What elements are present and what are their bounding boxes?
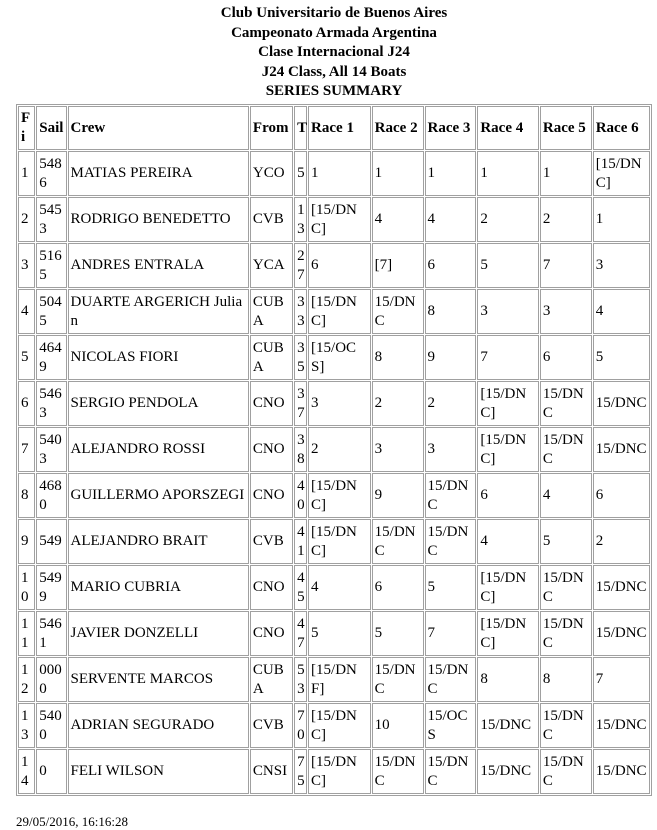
col-place-cell: 14 <box>18 749 35 794</box>
col-race-5-cell: 4 <box>540 473 592 518</box>
col-race-4-cell: [15/DNC] <box>477 611 539 656</box>
col-race-2-cell: 4 <box>372 197 424 242</box>
class-title: Clase Internacional J24 <box>258 44 410 61</box>
col-race-1-cell: [15/DNC] <box>308 473 371 518</box>
col-from-cell: CNO <box>250 381 293 426</box>
col-race-6-cell: 15/DNC <box>593 703 650 748</box>
col-sail-cell: 5486 <box>36 151 66 196</box>
col-race-2-cell: 3 <box>372 427 424 472</box>
col-crew-cell: SERVENTE MARCOS <box>68 657 249 702</box>
col-race-1-cell: [15/OCS] <box>308 335 371 380</box>
col-race-5-cell: 8 <box>540 657 592 702</box>
col-sail-cell: 5461 <box>36 611 66 656</box>
table-row <box>18 335 650 380</box>
col-from-cell: CUBA <box>250 335 293 380</box>
col-race-5-cell: 15/DNC <box>540 565 592 610</box>
table-row <box>18 519 650 564</box>
table-header-row <box>18 106 650 150</box>
col-crew-cell: ANDRES ENTRALA <box>68 243 249 288</box>
col-race-5-cell: 5 <box>540 519 592 564</box>
col-race-1-cell: [15/DNC] <box>308 289 371 334</box>
col-race-2-cell: 9 <box>372 473 424 518</box>
col-race-5-header: Race 5 <box>540 106 592 150</box>
col-place-cell: 13 <box>18 703 35 748</box>
col-race-6-cell: 1 <box>593 197 650 242</box>
col-total-cell: 38 <box>294 427 307 472</box>
col-from-cell: CNSI <box>250 749 293 794</box>
col-sail-header: Sail <box>36 106 66 150</box>
results-header <box>16 4 652 102</box>
col-total-cell: 45 <box>294 565 307 610</box>
col-race-5-cell: 15/DNC <box>540 427 592 472</box>
col-race-2-cell: 15/DNC <box>372 519 424 564</box>
col-place-cell: 4 <box>18 289 35 334</box>
col-place-cell: 8 <box>18 473 35 518</box>
col-race-4-header: Race 4 <box>477 106 539 150</box>
col-race-5-cell: 3 <box>540 289 592 334</box>
col-race-3-cell: 3 <box>425 427 477 472</box>
col-race-2-cell: 10 <box>372 703 424 748</box>
col-race-3-cell: 4 <box>425 197 477 242</box>
col-from-cell: CNO <box>250 427 293 472</box>
col-total-cell: 35 <box>294 335 307 380</box>
col-race-5-cell: 15/DNC <box>540 381 592 426</box>
col-from-cell: YCO <box>250 151 293 196</box>
col-race-6-cell: 4 <box>593 289 650 334</box>
col-race-5-cell: 7 <box>540 243 592 288</box>
table-row <box>18 151 650 196</box>
col-race-1-cell: [15/DNF] <box>308 657 371 702</box>
col-place-cell: 12 <box>18 657 35 702</box>
col-race-4-cell: 15/DNC <box>477 703 539 748</box>
col-total-header: T <box>294 106 307 150</box>
col-crew-cell: MARIO CUBRIA <box>68 565 249 610</box>
col-race-5-cell: 15/DNC <box>540 611 592 656</box>
col-race-3-cell: 15/DNC <box>425 657 477 702</box>
col-crew-cell: ADRIAN SEGURADO <box>68 703 249 748</box>
col-race-6-header: Race 6 <box>593 106 650 150</box>
col-sail-cell: 549 <box>36 519 66 564</box>
col-race-1-cell: 6 <box>308 243 371 288</box>
fleet-subtitle: J24 Class, All 14 Boats <box>261 63 407 80</box>
col-race-4-cell: [15/DNC] <box>477 427 539 472</box>
col-place-cell: 7 <box>18 427 35 472</box>
summary-title: SERIES SUMMARY <box>265 83 403 100</box>
col-race-5-cell: 6 <box>540 335 592 380</box>
col-race-3-cell: 8 <box>425 289 477 334</box>
col-place-cell: 5 <box>18 335 35 380</box>
col-race-6-cell: 3 <box>593 243 650 288</box>
col-race-2-header: Race 2 <box>372 106 424 150</box>
table-body <box>18 151 650 794</box>
col-total-cell: 37 <box>294 381 307 426</box>
col-race-3-cell: 5 <box>425 565 477 610</box>
col-race-6-cell: 15/DNC <box>593 611 650 656</box>
col-race-4-cell: [15/DNC] <box>477 565 539 610</box>
col-race-6-cell: 15/DNC <box>593 749 650 794</box>
col-race-2-cell: 15/DNC <box>372 657 424 702</box>
col-crew-cell: ALEJANDRO BRAIT <box>68 519 249 564</box>
col-race-2-cell: [7] <box>372 243 424 288</box>
col-from-cell: CVB <box>250 703 293 748</box>
col-crew-cell: NICOLAS FIORI <box>68 335 249 380</box>
col-crew-cell: SERGIO PENDOLA <box>68 381 249 426</box>
series-summary-table <box>16 104 652 796</box>
col-race-3-header: Race 3 <box>425 106 477 150</box>
col-race-6-cell: 6 <box>593 473 650 518</box>
col-race-2-cell: 5 <box>372 611 424 656</box>
col-total-cell: 33 <box>294 289 307 334</box>
col-race-4-cell: 1 <box>477 151 539 196</box>
col-race-1-cell: 1 <box>308 151 371 196</box>
col-race-5-cell: 15/DNC <box>540 703 592 748</box>
col-race-4-cell: 3 <box>477 289 539 334</box>
col-crew-cell: DUARTE ARGERICH Julian <box>68 289 249 334</box>
col-race-6-cell: 2 <box>593 519 650 564</box>
col-sail-cell: 0 <box>36 749 66 794</box>
col-race-6-cell: 7 <box>593 657 650 702</box>
table-row <box>18 473 650 518</box>
col-race-6-cell: 15/DNC <box>593 427 650 472</box>
col-from-cell: CUBA <box>250 657 293 702</box>
col-race-2-cell: 1 <box>372 151 424 196</box>
table-row <box>18 657 650 702</box>
col-sail-cell: 5463 <box>36 381 66 426</box>
col-place-cell: 10 <box>18 565 35 610</box>
col-race-4-cell: 5 <box>477 243 539 288</box>
col-from-cell: CNO <box>250 611 293 656</box>
col-place-cell: 6 <box>18 381 35 426</box>
col-total-cell: 27 <box>294 243 307 288</box>
col-race-4-cell: 6 <box>477 473 539 518</box>
col-from-cell: CVB <box>250 197 293 242</box>
col-race-4-cell: [15/DNC] <box>477 381 539 426</box>
col-sail-cell: 0000 <box>36 657 66 702</box>
col-crew-cell: RODRIGO BENEDETTO <box>68 197 249 242</box>
col-race-1-cell: 2 <box>308 427 371 472</box>
table-row <box>18 243 650 288</box>
col-sail-cell: 4649 <box>36 335 66 380</box>
col-from-cell: CUBA <box>250 289 293 334</box>
col-race-4-cell: 15/DNC <box>477 749 539 794</box>
col-from-header: From <box>250 106 293 150</box>
col-race-1-cell: 4 <box>308 565 371 610</box>
table-row <box>18 427 650 472</box>
col-sail-cell: 5403 <box>36 427 66 472</box>
col-race-5-cell: 15/DNC <box>540 749 592 794</box>
col-total-cell: 47 <box>294 611 307 656</box>
col-crew-cell: JAVIER DONZELLI <box>68 611 249 656</box>
col-race-2-cell: 6 <box>372 565 424 610</box>
col-race-1-cell: [15/DNC] <box>308 703 371 748</box>
generated-timestamp: 29/05/2016, 16:16:28 <box>16 814 128 829</box>
col-total-cell: 5 <box>294 151 307 196</box>
club-title: Club Universitario de Buenos Aires <box>220 5 448 21</box>
col-race-4-cell: 4 <box>477 519 539 564</box>
col-from-cell: CNO <box>250 565 293 610</box>
col-from-cell: CVB <box>250 519 293 564</box>
col-race-3-cell: 1 <box>425 151 477 196</box>
col-race-1-cell: 5 <box>308 611 371 656</box>
col-from-cell: YCA <box>250 243 293 288</box>
table-row <box>18 381 650 426</box>
col-race-4-cell: 7 <box>477 335 539 380</box>
col-place-cell: 9 <box>18 519 35 564</box>
col-crew-cell: ALEJANDRO ROSSI <box>68 427 249 472</box>
col-crew-cell: MATIAS PEREIRA <box>68 151 249 196</box>
col-sail-cell: 5165 <box>36 243 66 288</box>
table-row <box>18 289 650 334</box>
col-race-2-cell: 15/DNC <box>372 289 424 334</box>
col-race-2-cell: 15/DNC <box>372 749 424 794</box>
col-race-6-cell: 15/DNC <box>593 381 650 426</box>
table-row <box>18 703 650 748</box>
col-total-cell: 70 <box>294 703 307 748</box>
col-race-3-cell: 2 <box>425 381 477 426</box>
col-race-1-cell: [15/DNC] <box>308 519 371 564</box>
col-race-2-cell: 8 <box>372 335 424 380</box>
col-place-cell: 3 <box>18 243 35 288</box>
col-race-3-cell: 7 <box>425 611 477 656</box>
col-race-6-cell: [15/DNC] <box>593 151 650 196</box>
col-total-cell: 41 <box>294 519 307 564</box>
col-race-1-cell: 3 <box>308 381 371 426</box>
col-crew-cell: FELI WILSON <box>68 749 249 794</box>
col-race-5-cell: 1 <box>540 151 592 196</box>
col-total-cell: 53 <box>294 657 307 702</box>
col-race-1-cell: [15/DNC] <box>308 197 371 242</box>
col-place-cell: 2 <box>18 197 35 242</box>
col-sail-cell: 5499 <box>36 565 66 610</box>
col-race-4-cell: 8 <box>477 657 539 702</box>
col-from-cell: CNO <box>250 473 293 518</box>
col-place-cell: 1 <box>18 151 35 196</box>
col-race-3-cell: 9 <box>425 335 477 380</box>
col-crew-header: Crew <box>68 106 249 150</box>
col-total-cell: 13 <box>294 197 307 242</box>
col-place-header: Fi <box>18 106 35 150</box>
col-crew-cell: GUILLERMO APORSZEGI <box>68 473 249 518</box>
col-race-3-cell: 15/DNC <box>425 749 477 794</box>
table-row <box>18 197 650 242</box>
col-total-cell: 40 <box>294 473 307 518</box>
col-sail-cell: 5045 <box>36 289 66 334</box>
col-race-1-cell: [15/DNC] <box>308 749 371 794</box>
table-row <box>18 611 650 656</box>
col-sail-cell: 4680 <box>36 473 66 518</box>
col-race-5-cell: 2 <box>540 197 592 242</box>
col-race-3-cell: 15/OCS <box>425 703 477 748</box>
table-row <box>18 749 650 794</box>
col-race-3-cell: 6 <box>425 243 477 288</box>
table-row <box>18 565 650 610</box>
col-total-cell: 75 <box>294 749 307 794</box>
col-race-1-header: Race 1 <box>308 106 371 150</box>
col-race-4-cell: 2 <box>477 197 539 242</box>
col-sail-cell: 5400 <box>36 703 66 748</box>
col-place-cell: 11 <box>18 611 35 656</box>
col-race-2-cell: 2 <box>372 381 424 426</box>
col-race-6-cell: 5 <box>593 335 650 380</box>
col-race-3-cell: 15/DNC <box>425 473 477 518</box>
col-race-3-cell: 15/DNC <box>425 519 477 564</box>
col-sail-cell: 5453 <box>36 197 66 242</box>
col-race-6-cell: 15/DNC <box>593 565 650 610</box>
event-title: Campeonato Armada Argentina <box>231 24 437 41</box>
